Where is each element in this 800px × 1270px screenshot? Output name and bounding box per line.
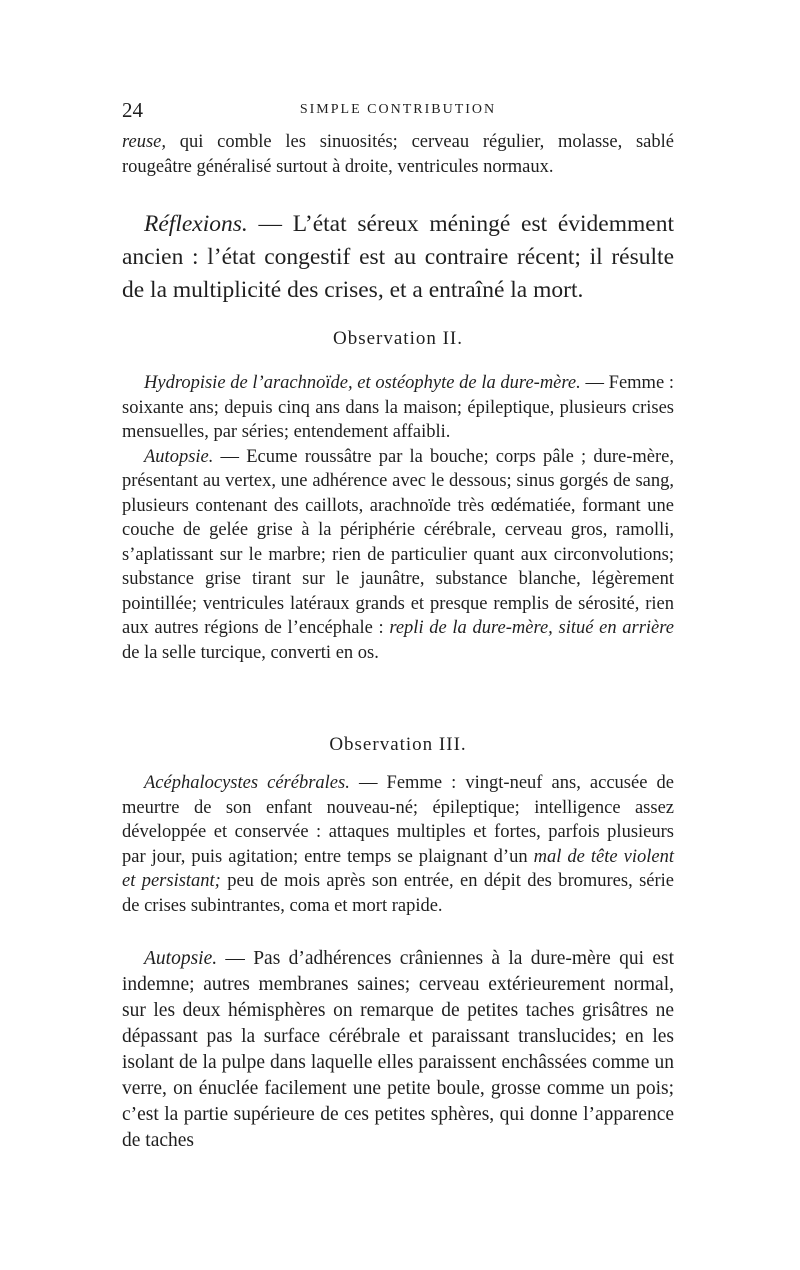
autopsy-label: Autopsie. (144, 446, 214, 467)
paragraph-text: qui comble les sinuosités; cerveau régulier, molasse, sablé rougeâtre généralisé surtout à droite, ventricules normaux. (122, 132, 674, 177)
autopsy-label: Autopsie. (144, 948, 218, 969)
autopsy-text: — Pas d’adhérences crâniennes à la dure-mère qui est indemne; autres membranes saines; cerveau extérieurement normal, sur les deux hémisphères on remarque de petites taches grisâtres ne dépassant pas la surface cérébrale et paraissant translucides; en les isolant de la pulpe dans laquelle elles paraissent enchâssées comme un verre, on énuclée facilement une petite boule, grosse comme un pois; c’est la partie supérieure de ces petites sphères, qui donne l’apparence de taches (122, 948, 674, 1151)
observation-2-body (122, 371, 674, 665)
case-intro: — Femme : vingt-neuf ans, accusée de meurtre de son enfant nouveau-né; épileptique; intelligence assez développée et conservée : attaques multiples et fortes, parfois plusieurs par jour, puis agitation; entre temps se plaignant d’un (122, 773, 674, 867)
reflexions-label: Réflexions. (144, 211, 248, 237)
case-title: Hydropisie de l’arachnoïde, et ostéophyte de la dure-mère. (144, 373, 581, 393)
paragraph-continuation (122, 130, 674, 180)
autopsy-end: de la selle turcique, converti en os. (122, 642, 379, 663)
section-heading-observation-2: Observation II. (332, 328, 464, 349)
observation-3-autopsy (122, 946, 674, 1154)
section-heading-observation-3: Observation III. (329, 734, 467, 755)
running-title: SIMPLE CONTRIBUTION (299, 102, 497, 117)
page-number: 24 (122, 98, 143, 122)
page-header (122, 98, 674, 124)
paragraph-text: — L’état séreux méningé est évidemment ancien : l’état congestif est au contraire récent; il résulte de la multiplicité des crises, et a entraîné la mort. (122, 211, 674, 303)
case-intro: — Femme : soixante ans; depuis cinq ans dans la maison; épileptique, plusieurs crises mensuelles, par séries; entendement affaibli. (122, 373, 674, 442)
intro-end: peu de mois après son entrée, en dépit des bromures, série de crises subintrantes, coma et mort rapide. (122, 871, 674, 916)
observation-3-intro (122, 771, 674, 918)
autopsy-italic: repli de la dure-mère, situé en arrière (389, 618, 674, 638)
autopsy-text: — Ecume roussâtre par la bouche; corps pâle ; dure-mère, présentant au vertex, une adhérence avec le dessous; sinus gorgés de sang, plusieurs contenant des caillots, arachnoïde très œdématiée, formant une couche de gelée grise à la périphérie cérébrale, cerveau gros, ramolli, s’aplatissant sur le marbre; rien de particulier quant aux circonvolutions; substance grise tirant sur le jaunâtre, substance blanche, légèrement pointillée; ventricules latéraux grands et presque remplis de sérosité, rien aux autres régions de l’encéphale : (122, 446, 674, 638)
italic-lead: reuse, (122, 132, 167, 152)
reflexions-paragraph (122, 208, 674, 307)
case-title: Acéphalocystes cérébrales. (144, 773, 350, 793)
intro-italic: mal de tête violent et persistant; (122, 846, 674, 891)
